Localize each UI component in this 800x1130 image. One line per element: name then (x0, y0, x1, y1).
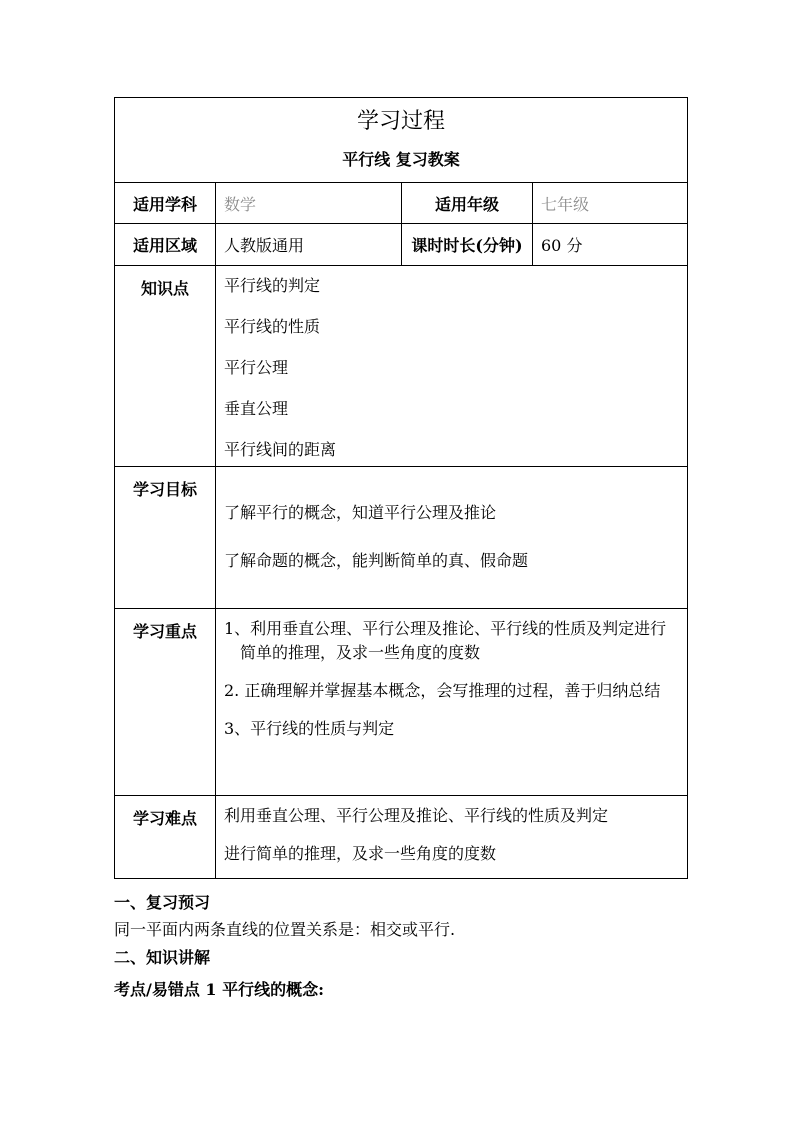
region-label: 适用区域 (115, 224, 216, 266)
difficulty-cell (216, 796, 688, 879)
duration-label: 课时时长(分钟) (402, 224, 533, 266)
goals-cell (216, 467, 688, 609)
knowledge-item: 平行线间的距离 (224, 440, 337, 459)
goal-item: 了解平行的概念，知道平行公理及推论 (224, 503, 497, 522)
section1-title: 一、复习预习 (114, 893, 211, 912)
subject-label: 适用学科 (115, 183, 216, 224)
knowledge-item: 平行线的判定 (224, 276, 321, 295)
difficulty-line: 利用垂直公理、平行公理及推论、平行线的性质及判定 (224, 806, 609, 825)
lesson-sheet (114, 97, 687, 879)
knowledge-cell (216, 266, 688, 467)
page-title: 学习过程 (357, 109, 446, 134)
focus-item: 3、平行线的性质与判定 (224, 719, 395, 738)
title-cell (115, 98, 688, 183)
section2-title: 二、知识讲解 (114, 948, 211, 967)
focus-item: 2. 正确理解并掌握基本概念，会写推理的过程，善于归纳总结 (224, 681, 661, 700)
lesson-table (114, 97, 688, 879)
knowledge-item: 垂直公理 (224, 399, 289, 418)
point1-heading: 考点/易错点 1 平行线的概念: (114, 980, 325, 999)
duration-value: 60 分 (533, 224, 688, 266)
page-subtitle: 平行线 复习教案 (342, 150, 460, 169)
goal-item: 了解命题的概念，能判断简单的真、假命题 (224, 551, 529, 570)
region-value: 人教版通用 (216, 224, 402, 266)
section1-text: 同一平面内两条直线的位置关系是：相交或平行. (114, 920, 456, 939)
difficulty-line: 进行简单的推理，及求一些角度的度数 (224, 844, 497, 863)
goals-label: 学习目标 (115, 467, 216, 609)
knowledge-item: 平行线的性质 (224, 317, 321, 336)
grade-value: 七年级 (533, 183, 688, 224)
knowledge-label: 知识点 (115, 266, 216, 467)
subject-value: 数学 (216, 183, 402, 224)
focus-item: 1、利用垂直公理、平行公理及推论、平行线的性质及判定进行简单的推理，及求一些角度的度数 (224, 619, 667, 662)
grade-label: 适用年级 (402, 183, 533, 224)
focus-cell (216, 609, 688, 796)
knowledge-item: 平行公理 (224, 358, 289, 377)
difficulty-label: 学习难点 (115, 796, 216, 879)
focus-label: 学习重点 (115, 609, 216, 796)
